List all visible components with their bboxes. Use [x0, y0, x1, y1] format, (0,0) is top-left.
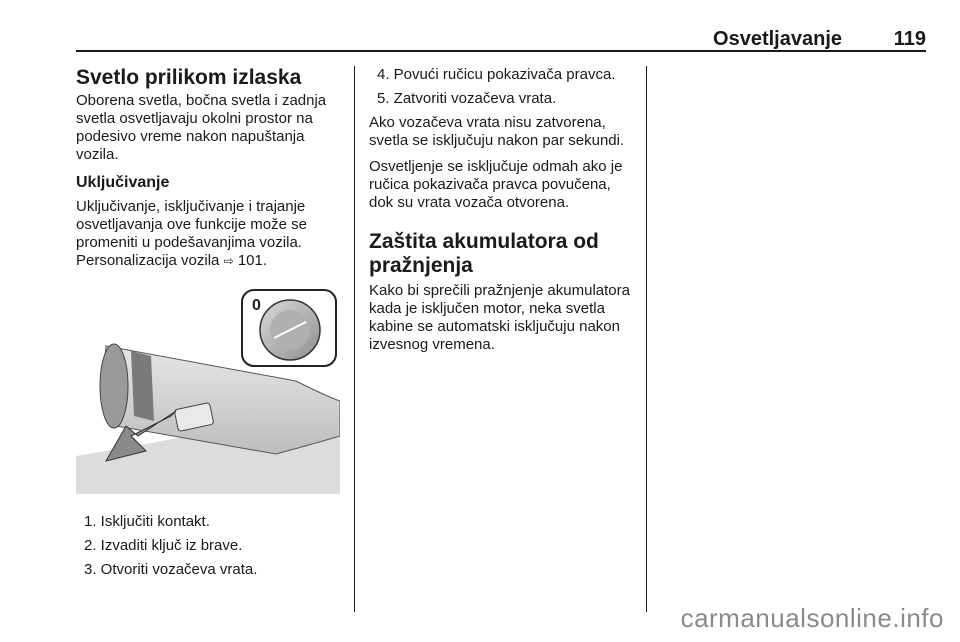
column-divider-2: [646, 66, 647, 612]
lever-tip: [100, 344, 128, 428]
intro-paragraph: Oborena svetla, bočna svetla i zadnja svetla osvetljavaju okolni prostor na podesivo vreme nakon napuštanja vozila.: [76, 92, 327, 163]
watermark: carmanualsonline.info: [680, 603, 944, 633]
page-number: 119: [893, 28, 926, 50]
paragraph: Kako bi sprečili pražnjenje akumulatora kada je isključen motor, neka svetla kabine se automatski isključuju nakon izvesnog vremena.: [369, 282, 630, 353]
column-left: [76, 66, 344, 585]
steps-list: [76, 513, 344, 579]
header-rule: [76, 50, 926, 52]
cross-reference-text: Personalizacija vozila: [76, 252, 220, 269]
list-item: 5. Zatvoriti vozačeva vrata.: [377, 90, 557, 107]
section-heading: Svetlo prilikom izlaska: [76, 66, 302, 89]
reference-arrow-icon: ⇨: [223, 254, 234, 268]
list-item: 1. Isključiti kontakt.: [84, 513, 210, 530]
paragraph: Ako vozačeva vrata nisu zatvorena, svetla se isključuju nakon par sekundi.: [369, 114, 625, 149]
paragraph: [76, 198, 344, 270]
cross-reference-page[interactable]: 101.: [237, 252, 268, 269]
list-item: 2. Izvaditi ključ iz brave.: [84, 537, 243, 554]
steps-list-continued: [369, 66, 637, 108]
list-item: 3. Otvoriti vozačeva vrata.: [84, 561, 258, 578]
section-title: Osvetljavanje: [713, 28, 842, 50]
lever-ring: [131, 351, 154, 421]
subheading: Uključivanje: [76, 174, 170, 191]
lever-illustration: [76, 286, 340, 494]
list-item: 4. Povući ručicu pokazivača pravca.: [377, 66, 616, 83]
paragraph-text: Uključivanje, isključivanje i trajanje osvetljavanja ove funkcije može se promeniti u podešavanjima vozila.: [76, 198, 307, 251]
paragraph: Osvetljenje se isključuje odmah ako je ručica pokazivača pravca povučena, dok su vrata vozača otvorena.: [369, 158, 623, 211]
section-heading: Zaštita akumulatora od pražnjenja: [369, 230, 599, 277]
column-middle: [369, 66, 637, 362]
page-header: [76, 28, 926, 52]
ignition-position-label: 0: [252, 297, 261, 314]
column-divider-1: [354, 66, 355, 612]
